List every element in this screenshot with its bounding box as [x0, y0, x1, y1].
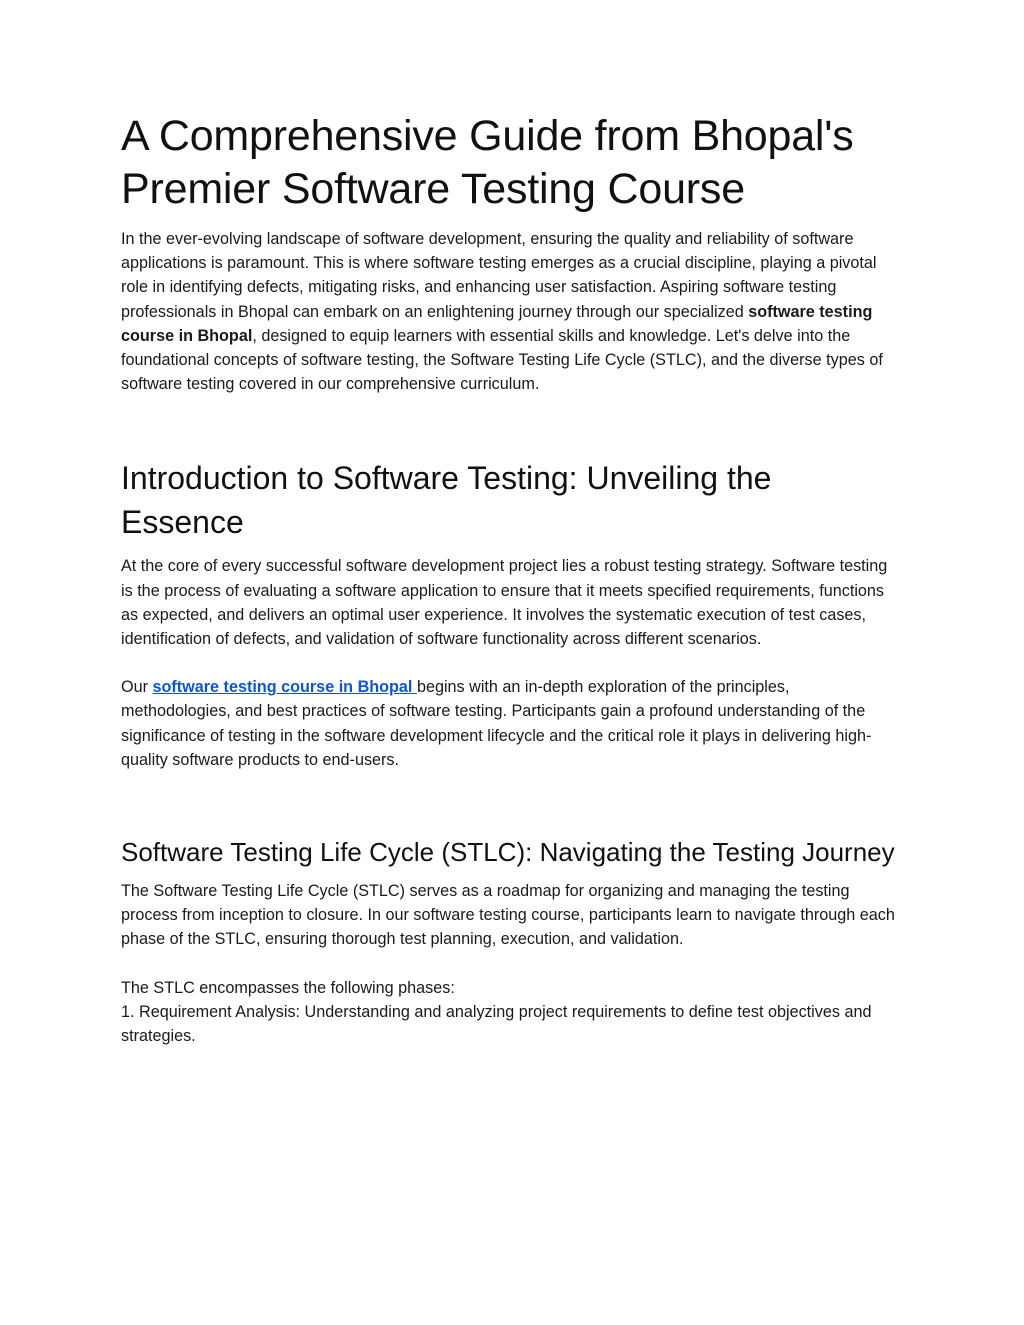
section2-paragraph-2	[121, 976, 901, 1049]
section-stlc	[121, 834, 901, 1048]
document-page	[121, 110, 901, 1048]
course-link[interactable]: software testing course in Bhopal	[152, 678, 417, 697]
section1-para2-prefix: Our	[121, 678, 153, 697]
intro-text-start: In the ever-evolving landscape of software development, ensuring the quality and reliability of software applications is paramount. This is where software testing emerges as a crucial discipline, playing a pivotal role in identifying defects, mitigating risks, and enhancing user satisfaction. Aspiring software testing professionals in Bhopal can embark on an enlightening journey through our specialized	[121, 230, 877, 321]
section2-paragraph-1: The Software Testing Life Cycle (STLC) serves as a roadmap for organizing and managing the testing process from inception to closure. In our software testing course, participants learn to navigate through each phase of the STLC, ensuring thorough test planning, execution, and validation.	[121, 882, 895, 949]
intro-paragraph	[121, 227, 901, 396]
intro-bold-course-name: software testing course in Bhopal	[121, 302, 873, 345]
section1-paragraph-1: At the core of every successful software development project lies a robust testing strategy. Software testing is the process of evaluating a software application to ensure that it meets specified requirements, functions as expected, and delivers an optimal user experience. It involves the systematic execution of test cases, identification of defects, and validation of software functionality across different scenarios.	[121, 557, 888, 649]
page-title: A Comprehensive Guide from Bhopal's Premier Software Testing Course	[121, 112, 854, 213]
section-heading-stlc: Software Testing Life Cycle (STLC): Navigating the Testing Journey	[121, 837, 895, 868]
intro-text-end: , designed to equip learners with essential skills and knowledge. Let's delve into the foundational concepts of software testing, the Software Testing Life Cycle (STLC), and the diverse types of software testing covered in our comprehensive curriculum.	[121, 326, 883, 394]
stlc-phases-intro: The STLC encompasses the following phases:	[121, 978, 455, 997]
section-heading-intro-to-testing: Introduction to Software Testing: Unveiling the Essence	[121, 460, 772, 541]
section1-paragraph-2	[121, 675, 901, 772]
section-intro-to-testing	[121, 456, 901, 772]
stlc-phase-1: 1. Requirement Analysis: Understanding and analyzing project requirements to define test objectives and strategies.	[121, 1002, 872, 1046]
section1-para2-suffix: begins with an in-depth exploration of the principles, methodologies, and best practices of software testing. Participants gain a profound understanding of the significance of testing in the software development lifecycle and the critical role it plays in delivering high-quality software products to end-users.	[121, 678, 872, 769]
